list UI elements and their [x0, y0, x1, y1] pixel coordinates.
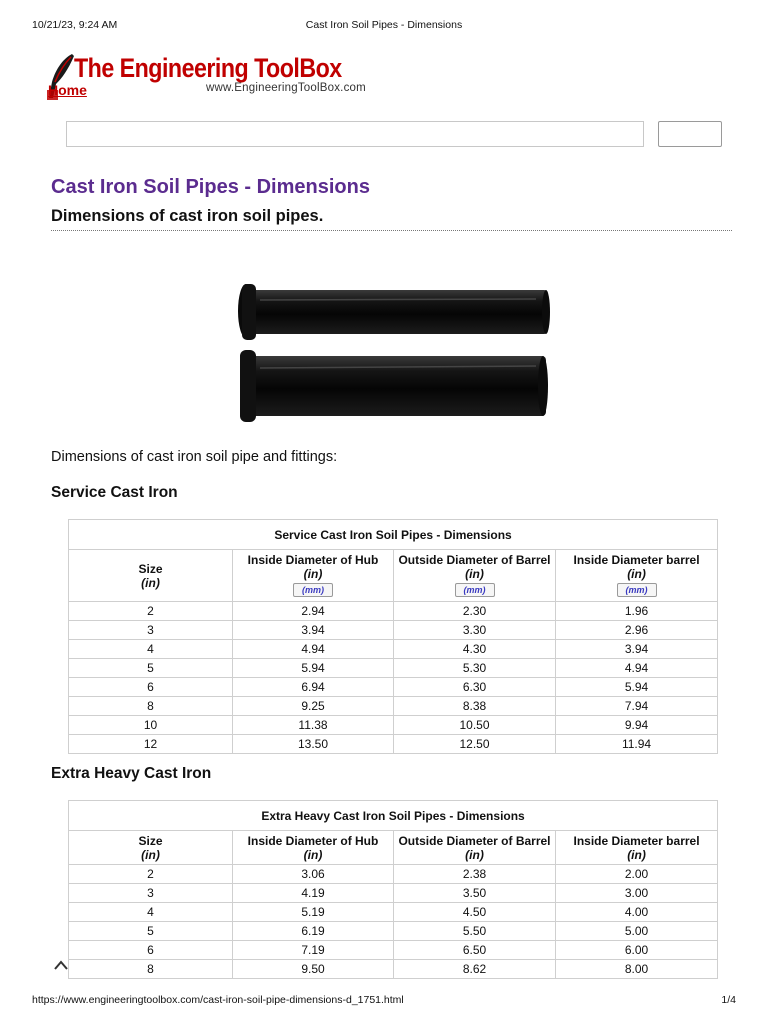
table-cell: 5: [69, 922, 233, 941]
table-cell: 10: [69, 716, 233, 735]
intro-text: Dimensions of cast iron soil pipe and fittings:: [51, 449, 338, 465]
table-row: [69, 735, 718, 754]
table-cell: 4: [69, 903, 233, 922]
page-title: Cast Iron Soil Pipes - Dimensions: [51, 176, 370, 198]
print-header: [0, 0, 768, 40]
table-title: Extra Heavy Cast Iron Soil Pipes - Dimensions: [69, 801, 718, 831]
table-row: [69, 865, 718, 884]
table-cell: 6: [69, 941, 233, 960]
table-cell: 4.00: [556, 903, 718, 922]
table-cell: 1.96: [556, 602, 718, 621]
table-cell: 8.00: [556, 960, 718, 979]
mm-toggle-button[interactable]: (mm): [617, 583, 657, 597]
table-row: [69, 602, 718, 621]
table-cell: 4: [69, 640, 233, 659]
table-cell: 4.19: [233, 884, 394, 903]
page-count: 1/4: [721, 994, 736, 1006]
table-cell: 3.50: [394, 884, 556, 903]
table-cell: 5: [69, 659, 233, 678]
table-cell: 8: [69, 697, 233, 716]
table-cell: 5.30: [394, 659, 556, 678]
table-cell: 7.19: [233, 941, 394, 960]
page-subtitle: Dimensions of cast iron soil pipes.: [51, 207, 732, 231]
cast-iron-pipes-image: [236, 280, 552, 426]
table-cell: 7.94: [556, 697, 718, 716]
extra-heavy-dimensions-table: [68, 800, 718, 979]
table-row: [69, 621, 718, 640]
table-cell: 6: [69, 678, 233, 697]
table-cell: 8.62: [394, 960, 556, 979]
print-datetime: 10/21/23, 9:24 AM: [32, 19, 118, 31]
column-header: Outside Diameter of Barrel (in): [394, 831, 556, 865]
table-cell: 11.94: [556, 735, 718, 754]
table-cell: 9.94: [556, 716, 718, 735]
table-cell: 3: [69, 884, 233, 903]
table-cell: 2.00: [556, 865, 718, 884]
service-section-heading: Service Cast Iron: [51, 484, 178, 501]
column-header: Inside Diameter barrel (in): [556, 831, 718, 865]
table-cell: 2: [69, 865, 233, 884]
table-cell: 3.94: [556, 640, 718, 659]
extra-heavy-section-heading: Extra Heavy Cast Iron: [51, 765, 212, 782]
table-row: [69, 941, 718, 960]
column-header: Outside Diameter of Barrel (in) (mm): [394, 550, 556, 602]
table-cell: 3: [69, 621, 233, 640]
table-row: [69, 903, 718, 922]
table-cell: 6.30: [394, 678, 556, 697]
table-cell: 12.50: [394, 735, 556, 754]
table-cell: 8: [69, 960, 233, 979]
chevron-up-icon[interactable]: [52, 957, 70, 973]
table-cell: 2: [69, 602, 233, 621]
brand-name: The Engineering ToolBox: [74, 53, 342, 83]
mm-toggle-button[interactable]: (mm): [293, 583, 333, 597]
table-cell: 5.00: [556, 922, 718, 941]
table-cell: 5.50: [394, 922, 556, 941]
table-cell: 6.50: [394, 941, 556, 960]
table-cell: 3.06: [233, 865, 394, 884]
table-cell: 13.50: [233, 735, 394, 754]
table-title: Service Cast Iron Soil Pipes - Dimensions: [69, 520, 718, 550]
table-row: [69, 960, 718, 979]
column-header: Inside Diameter barrel (in) (mm): [556, 550, 718, 602]
print-page-title: Cast Iron Soil Pipes - Dimensions: [305, 19, 463, 31]
column-header: Size (in): [69, 550, 233, 602]
table-cell: 4.50: [394, 903, 556, 922]
column-header: Inside Diameter of Hub (in): [233, 831, 394, 865]
table-cell: 6.19: [233, 922, 394, 941]
column-header: Inside Diameter of Hub (in) (mm): [233, 550, 394, 602]
search-button[interactable]: [658, 121, 722, 147]
table-cell: 2.30: [394, 602, 556, 621]
table-row: [69, 678, 718, 697]
table-cell: 3.94: [233, 621, 394, 640]
table-cell: 6.94: [233, 678, 394, 697]
table-row: [69, 640, 718, 659]
mm-toggle-button[interactable]: (mm): [455, 583, 495, 597]
table-cell: 6.00: [556, 941, 718, 960]
table-cell: 2.96: [556, 621, 718, 640]
table-cell: 12: [69, 735, 233, 754]
table-cell: 9.25: [233, 697, 394, 716]
table-row: [69, 884, 718, 903]
table-cell: 8.38: [394, 697, 556, 716]
table-row: [69, 716, 718, 735]
table-cell: 4.30: [394, 640, 556, 659]
table-cell: 5.94: [556, 678, 718, 697]
table-cell: 4.94: [233, 640, 394, 659]
table-cell: 9.50: [233, 960, 394, 979]
table-cell: 5.94: [233, 659, 394, 678]
service-dimensions-table: [68, 519, 718, 754]
table-row: [69, 922, 718, 941]
table-cell: 5.19: [233, 903, 394, 922]
table-cell: 3.30: [394, 621, 556, 640]
table-cell: 2.38: [394, 865, 556, 884]
table-cell: 4.94: [556, 659, 718, 678]
page-url: https://www.engineeringtoolbox.com/cast-iron-soil-pipe-dimensions-d_1751.html: [32, 994, 404, 1006]
table-cell: 2.94: [233, 602, 394, 621]
search-input[interactable]: [66, 121, 644, 147]
home-link[interactable]: Home: [48, 82, 87, 98]
column-header: Size (in): [69, 831, 233, 865]
site-logo[interactable]: [44, 48, 384, 104]
table-cell: 11.38: [233, 716, 394, 735]
table-cell: 10.50: [394, 716, 556, 735]
table-row: [69, 697, 718, 716]
table-row: [69, 659, 718, 678]
table-cell: 3.00: [556, 884, 718, 903]
site-domain: www.EngineeringToolBox.com: [206, 82, 366, 94]
